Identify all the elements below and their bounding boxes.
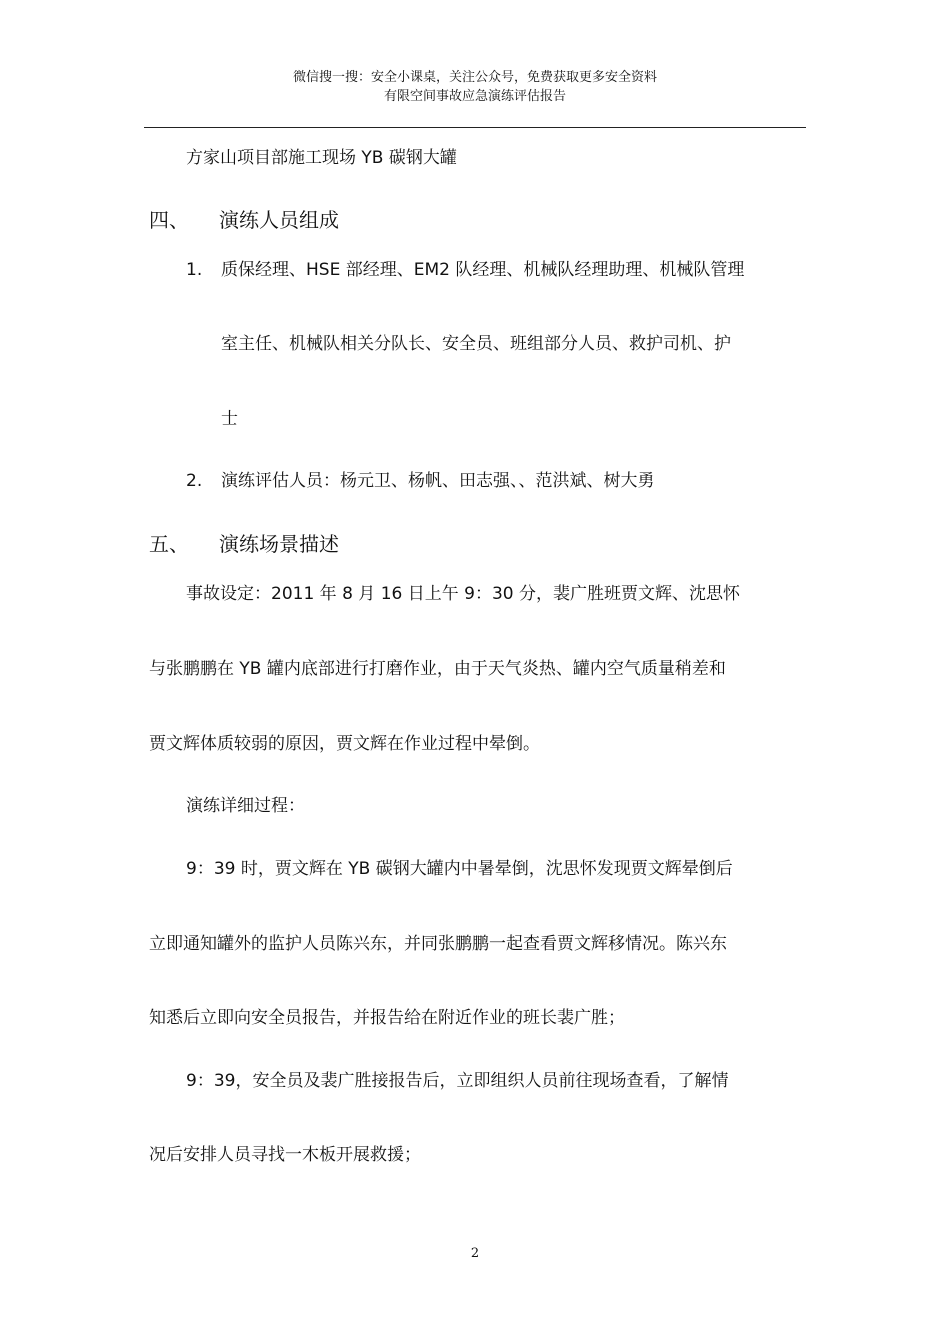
scenario-line-1: 事故设定：2011 年 8 月 16 日上午 9：30 分，裴广胜班贾文辉、沈思怀 xyxy=(186,584,740,604)
item-1-line-2: 室主任、机械队相关分队长、安全员、班组部分人员、救护司机、护 xyxy=(221,334,731,354)
header-report-title: 有限空间事故应急演练评估报告 xyxy=(383,89,566,104)
section-5-heading xyxy=(149,530,339,558)
header-promo-line: 微信搜一搜：安全小课桌，关注公众号，免费获取更多安全资料 xyxy=(292,70,657,85)
item-2-text: 演练评估人员：杨元卫、杨帆、田志强、、范洪斌、树大勇 xyxy=(221,471,655,491)
process-2-line-2: 况后安排人员寻找一木板开展救援； xyxy=(149,1145,421,1165)
section-4-number: 四、 xyxy=(149,208,189,232)
section-4-heading xyxy=(149,206,339,234)
item-1-number: 1. xyxy=(186,260,203,280)
process-1-line-1: 9：39 时，贾文辉在 YB 碳钢大罐内中暑晕倒，沈思怀发现贾文辉晕倒后 xyxy=(186,859,733,879)
header-divider xyxy=(144,127,806,128)
section-5-title: 演练场景描述 xyxy=(219,532,339,556)
page-header xyxy=(144,68,806,106)
section-4-title: 演练人员组成 xyxy=(219,208,339,232)
location-text: 方家山项目部施工现场 YB 碳钢大罐 xyxy=(186,148,457,168)
process-2-line-1: 9：39，安全员及裴广胜接报告后，立即组织人员前往现场查看，了解情 xyxy=(186,1071,729,1091)
section-5-number: 五、 xyxy=(149,532,189,556)
item-1-line-1: 质保经理、HSE 部经理、EM2 队经理、机械队经理助理、机械队管理 xyxy=(221,260,745,280)
scenario-line-3: 贾文辉体质较弱的原因，贾文辉在作业过程中晕倒。 xyxy=(149,734,540,754)
page-number: 2 xyxy=(470,1246,480,1261)
process-1-line-3: 知悉后立即向安全员报告，并报告给在附近作业的班长裴广胜； xyxy=(149,1008,625,1028)
process-heading: 演练详细过程： xyxy=(186,796,305,816)
item-1-line-3: 士 xyxy=(221,409,238,429)
process-1-line-2: 立即通知罐外的监护人员陈兴东，并同张鹏鹏一起查看贾文辉移情况。陈兴东 xyxy=(149,934,727,954)
item-2-number: 2. xyxy=(186,471,203,491)
scenario-line-2: 与张鹏鹏在 YB 罐内底部进行打磨作业，由于天气炎热、罐内空气质量稍差和 xyxy=(149,659,726,679)
